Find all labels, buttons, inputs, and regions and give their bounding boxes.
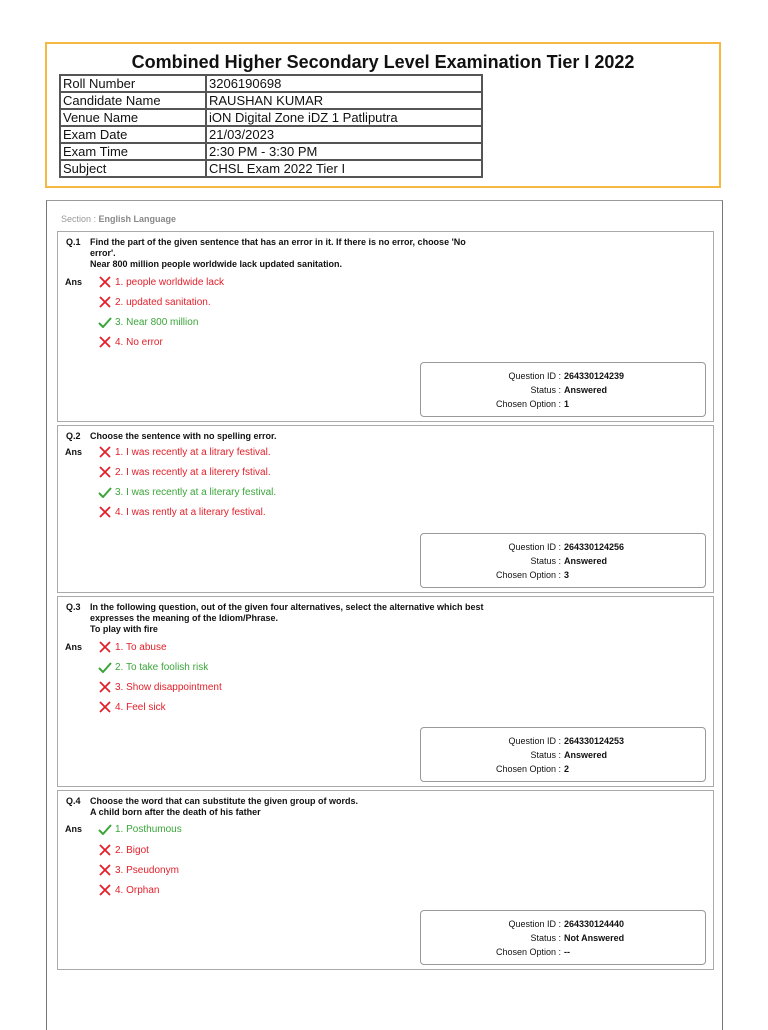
ans-label: Ans <box>65 277 83 287</box>
exam-title: Combined Higher Secondary Level Examination Tier I 2022 <box>131 52 635 72</box>
ans-label: Ans <box>65 447 83 457</box>
question-text <box>90 602 530 635</box>
option-text: 1. To abuse <box>115 641 167 653</box>
chosen-option-value: -- <box>564 947 570 957</box>
question-line: A child born after the death of his father <box>90 807 261 817</box>
info-label: Subject <box>60 160 206 177</box>
cross-icon <box>98 276 112 288</box>
status-value: Answered <box>564 385 608 395</box>
question-line: expresses the meaning of the Idiom/Phrase. <box>90 613 279 623</box>
cross-icon <box>98 681 112 693</box>
option-item <box>98 823 182 835</box>
info-label: Candidate Name <box>60 92 206 109</box>
question-number: Q.1 <box>66 237 81 247</box>
info-value: CHSL Exam 2022 Tier I <box>206 160 482 177</box>
info-value: 3206190698 <box>206 75 482 92</box>
ans-label: Ans <box>65 642 83 652</box>
checkmark-icon <box>98 316 112 328</box>
option-item <box>98 641 167 653</box>
table-row <box>60 126 482 143</box>
cross-icon <box>98 701 112 713</box>
ans-label: Ans <box>65 824 83 834</box>
exam-header <box>45 42 721 188</box>
option-item <box>98 506 266 518</box>
status-label: Status : <box>530 750 561 760</box>
option-item <box>98 486 276 498</box>
status-value: Answered <box>564 556 608 566</box>
option-item <box>98 316 198 328</box>
option-text: 1. people worldwide lack <box>115 276 224 288</box>
option-text: 4. Orphan <box>115 884 160 896</box>
question-line: In the following question, out of the given four alternatives, select the alternative which best <box>90 602 484 612</box>
info-value: iON Digital Zone iDZ 1 Patliputra <box>206 109 482 126</box>
chosen-option-label: Chosen Option : <box>495 570 561 580</box>
info-value: RAUSHAN KUMAR <box>206 92 482 109</box>
table-row <box>60 143 482 160</box>
option-text: 2. Bigot <box>115 844 149 856</box>
cross-icon <box>98 506 112 518</box>
question-id-value: 264330124256 <box>564 542 625 552</box>
option-item <box>98 296 211 308</box>
info-value: 21/03/2023 <box>206 126 482 143</box>
cross-icon <box>98 296 112 308</box>
question-id-label: Question ID : <box>508 542 561 552</box>
cross-icon <box>98 466 112 478</box>
question-id-value: 264330124239 <box>564 371 625 381</box>
info-label: Exam Time <box>60 143 206 160</box>
info-label: Exam Date <box>60 126 206 143</box>
status-value: Answered <box>564 750 608 760</box>
question-line: To play with fire <box>90 624 158 634</box>
status-value: Not Answered <box>564 933 625 943</box>
status-box <box>420 362 706 417</box>
question-number: Q.3 <box>66 602 81 612</box>
chosen-option-label: Chosen Option : <box>495 764 561 774</box>
cross-icon <box>98 884 112 896</box>
option-text: 2. updated sanitation. <box>115 296 211 308</box>
question-line: Near 800 million people worldwide lack updated sanitation. <box>90 259 343 269</box>
question-id-label: Question ID : <box>508 919 561 929</box>
question-number: Q.2 <box>66 431 81 441</box>
option-item <box>98 701 166 713</box>
option-item <box>98 336 163 348</box>
chosen-option-value: 2 <box>564 764 570 774</box>
question-line: error'. <box>90 248 116 258</box>
option-text: 4. Feel sick <box>115 701 166 713</box>
checkmark-icon <box>98 823 112 835</box>
info-label: Roll Number <box>60 75 206 92</box>
option-text: 3. Pseudonym <box>115 864 179 876</box>
option-text: 3. Show disappointment <box>115 681 222 693</box>
option-text: 2. I was recently at a literery fstival. <box>115 466 271 478</box>
section-label <box>61 214 176 224</box>
table-row <box>60 92 482 109</box>
option-item <box>98 466 271 478</box>
question-id-value: 264330124440 <box>564 919 625 929</box>
question-line: Choose the word that can substitute the given group of words. <box>90 796 359 806</box>
cross-icon <box>98 844 112 856</box>
status-label: Status : <box>530 556 561 566</box>
cross-icon <box>98 641 112 653</box>
question-id-label: Question ID : <box>508 736 561 746</box>
question-line: Choose the sentence with no spelling error. <box>90 431 277 441</box>
section-prefix: Section : <box>61 214 99 224</box>
question-text <box>90 431 530 442</box>
cross-icon <box>98 446 112 458</box>
cross-icon <box>98 864 112 876</box>
option-text: 4. No error <box>115 336 163 348</box>
table-row <box>60 75 482 92</box>
option-text: 3. I was recently at a literary festival. <box>115 486 277 498</box>
question-text <box>90 237 530 270</box>
question-id-value: 264330124253 <box>564 736 625 746</box>
status-label: Status : <box>530 385 561 395</box>
option-item <box>98 661 208 673</box>
option-item <box>98 864 179 876</box>
question-line: Find the part of the given sentence that has an error in it. If there is no error, choose 'No <box>90 237 466 247</box>
info-value: 2:30 PM - 3:30 PM <box>206 143 482 160</box>
chosen-option-label: Chosen Option : <box>495 947 561 957</box>
option-item <box>98 884 159 896</box>
option-text: 3. Near 800 million <box>115 316 199 328</box>
status-label: Status : <box>530 933 561 943</box>
chosen-option-value: 3 <box>564 570 570 580</box>
question-card <box>57 790 714 970</box>
question-id-label: Question ID : <box>508 371 561 381</box>
option-text: 1. Posthumous <box>115 823 182 835</box>
table-row <box>60 160 482 177</box>
status-box <box>420 910 706 965</box>
option-item <box>98 844 149 856</box>
table-row <box>60 109 482 126</box>
option-item <box>98 446 271 458</box>
status-box <box>420 727 706 782</box>
question-card <box>57 231 714 422</box>
option-item <box>98 681 222 693</box>
status-box <box>420 533 706 588</box>
chosen-option-value: 1 <box>564 399 570 409</box>
question-text <box>90 796 530 818</box>
option-item <box>98 276 224 288</box>
checkmark-icon <box>98 486 112 498</box>
question-number: Q.4 <box>66 796 81 806</box>
chosen-option-label: Chosen Option : <box>495 399 561 409</box>
option-text: 1. I was recently at a litrary festival. <box>115 446 271 458</box>
option-text: 2. To take foolish risk <box>115 661 209 673</box>
section-name: English Language <box>98 214 177 224</box>
question-card <box>57 596 714 787</box>
option-text: 4. I was rently at a literary festival. <box>115 506 266 518</box>
candidate-info-table <box>59 74 483 178</box>
info-label: Venue Name <box>60 109 206 126</box>
checkmark-icon <box>98 661 112 673</box>
question-card <box>57 425 714 593</box>
cross-icon <box>98 336 112 348</box>
